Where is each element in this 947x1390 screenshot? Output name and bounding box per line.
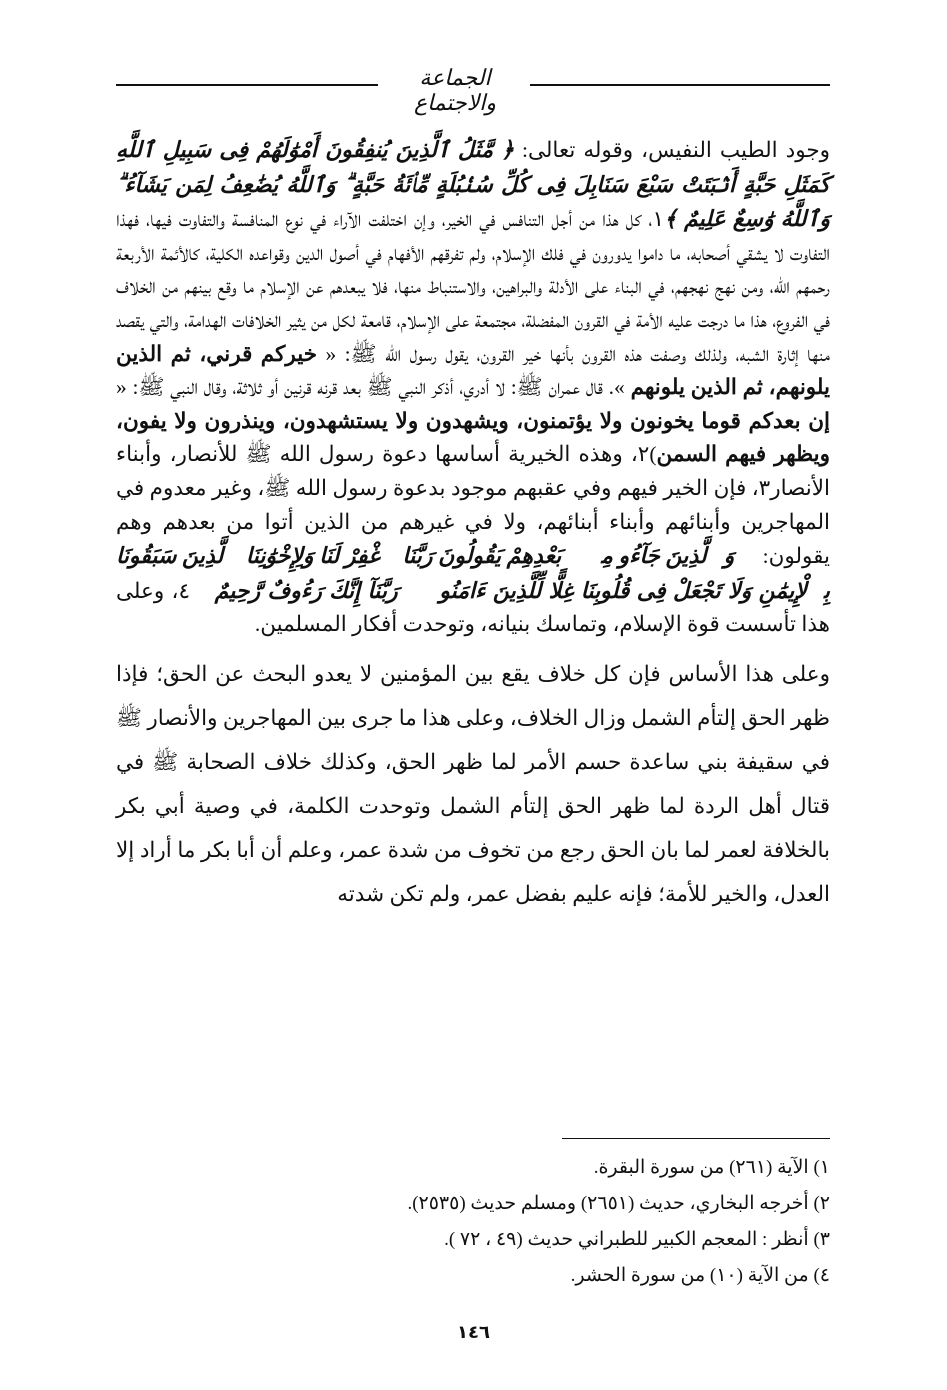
text-run: ٤، وعلى هذا تأسست قوة الإسلام، وتماسك بنيانه، وتوحدت أفكار المسلمين.	[116, 578, 830, 637]
page-number: ١٤٦	[457, 1322, 490, 1343]
text-run: )٢، وهذه الخيرية أساسها دعوة رسول الله ﷺ للأنصار، وأبناء الأنصار٣، فإن الخير فيهم وفي عقبهم موجود بدعوة رسول الله ﷺ، وغير معدوم في المهاجرين وأبنائهم وأبناء أبنائهم، ولا في غيرهم من الذين أتوا من بعدهم وهم يقولون:	[116, 442, 830, 569]
quran-verse: ﴿ وَٱلَّذِينَ جَآءُو مِنۢ بَعْدِهِمْ يَقُولُونَ رَبَّنَا ٱغْفِرْ لَنَا وَلِإِخْوَٰنِنَا ٱلَّذِينَ سَبَقُونَا بِٱلْإِيمَٰنِ وَلَا تَجْعَلْ فِى قُلُوبِنَا غِلًّا لِّلَّذِينَ ءَامَنُوا۟ رَبَّنَآ إِنَّكَ رَءُوفٌ رَّحِيمٌ ﴾	[116, 543, 830, 603]
footnote-3: ٣) أنظر : المعجم الكبير للطبراني حديث (٤٩ ، ٧٢ ).	[444, 1229, 830, 1250]
footnotes	[116, 1150, 830, 1294]
paragraph-2: وعلى هذا الأساس فإن كل خلاف يقع بين المؤمنين لا يعدو البحث عن الحق؛ فإذا ظهر الحق إلتأم الشمل وزال الخلاف، وعلى هذا ما جرى بين المهاجرين والأنصار ﷺ في سقيفة بني ساعدة حسم الأمر لما ظهر الحق، وكذلك خلاف الصحابة ﷺ في قتال أهل الردة لما ظهر الحق إلتأم الشمل وتوحدت الكلمة، في وصية أبي بكر بالخلافة لعمر لما بان الحق رجع من تخوف من شدة عمر، وعلم أن أبا بكر ما أراد إلا العدل، والخير للأمة؛ فإنه عليم بفضل عمر، ولم تكن شدته	[115, 661, 830, 906]
header-rule-left	[116, 84, 378, 86]
footnote-2: ٢) أخرجه البخاري، حديث (٢٦٥١) ومسلم حديث (٢٥٣٥).	[407, 1193, 830, 1214]
running-header-title: الجماعة والاجتماع	[413, 66, 497, 116]
hadith-quote: خيركم قرني، ثم الذين يلونهم، ثم الذين يلونهم	[116, 341, 831, 400]
footnote-1: ١) الآية (٢٦١) من سورة البقرة.	[593, 1157, 830, 1178]
paragraph-1	[116, 133, 830, 642]
text-run: ١، كل هذا من أجل التنافس في الخير، وإن اختلفت الآراء في نوع المنافسة والتفاوت فيها، فهذا التفاوت لا يشقي أصحابه، ما داموا يدورون في فلك الإسلام، ولم تفرقهم الأفهام في أصول الدين وقواعده الكلية، كالأئمة الأربعة رحمهم الله، ومن نهج نهجهم، في البناء على الأدلة والبراهين، والاستنباط منها، فلا يبعدهم عن الإسلام ما وقع بينهم من الخلاف في الفروع، هذا ما درجت عليه الأمة في القرون المفضلة، مجتمعة على الإسلام، قامعة لكل من يثير الخلافات الهدامة، والتي يقصد منها إثارة الشبه، ولذلك وصفت هذه القرون بأنها خير القرون، يقول رسول الله ﷺ: «	[116, 207, 831, 366]
text-run: وجود الطيب النفيس، وقوله تعالى:	[514, 138, 830, 162]
hadith-quote: إن بعدكم قوما يخونون ولا يؤتمنون، ويشهدون ولا يستشهدون، وينذرون ولا يفون، ويظهر فيهم السمن	[116, 408, 830, 467]
quran-verse: ﴿ مَّثَلُ ٱلَّذِينَ يُنفِقُونَ أَمْوَٰلَهُمْ فِى سَبِيلِ ٱللَّهِ كَمَثَلِ حَبَّةٍ أَنۢبَتَتْ سَبْعَ سَنَابِلَ فِى كُلِّ سُنۢبُلَةٍ مِّا۟ئَةُ حَبَّةٍ ۗ وَٱللَّهُ يُضَٰعِفُ لِمَن يَشَآءُ ۗ وَٱللَّهُ وَٰسِعٌ عَلِيمٌ ﴾	[116, 137, 830, 232]
footnote-4: ٤) من الآية (١٠) من سورة الحشر.	[570, 1265, 830, 1286]
text-run: ». قال عمران ﷺ: لا أدري، أذكر النبي ﷺ بعد قرنه قرنين أو ثلاثة، وقال النبي ﷺ: «	[116, 375, 631, 400]
main-text	[116, 133, 830, 916]
footnote-separator	[562, 1138, 830, 1139]
header-rule-right	[530, 84, 830, 86]
